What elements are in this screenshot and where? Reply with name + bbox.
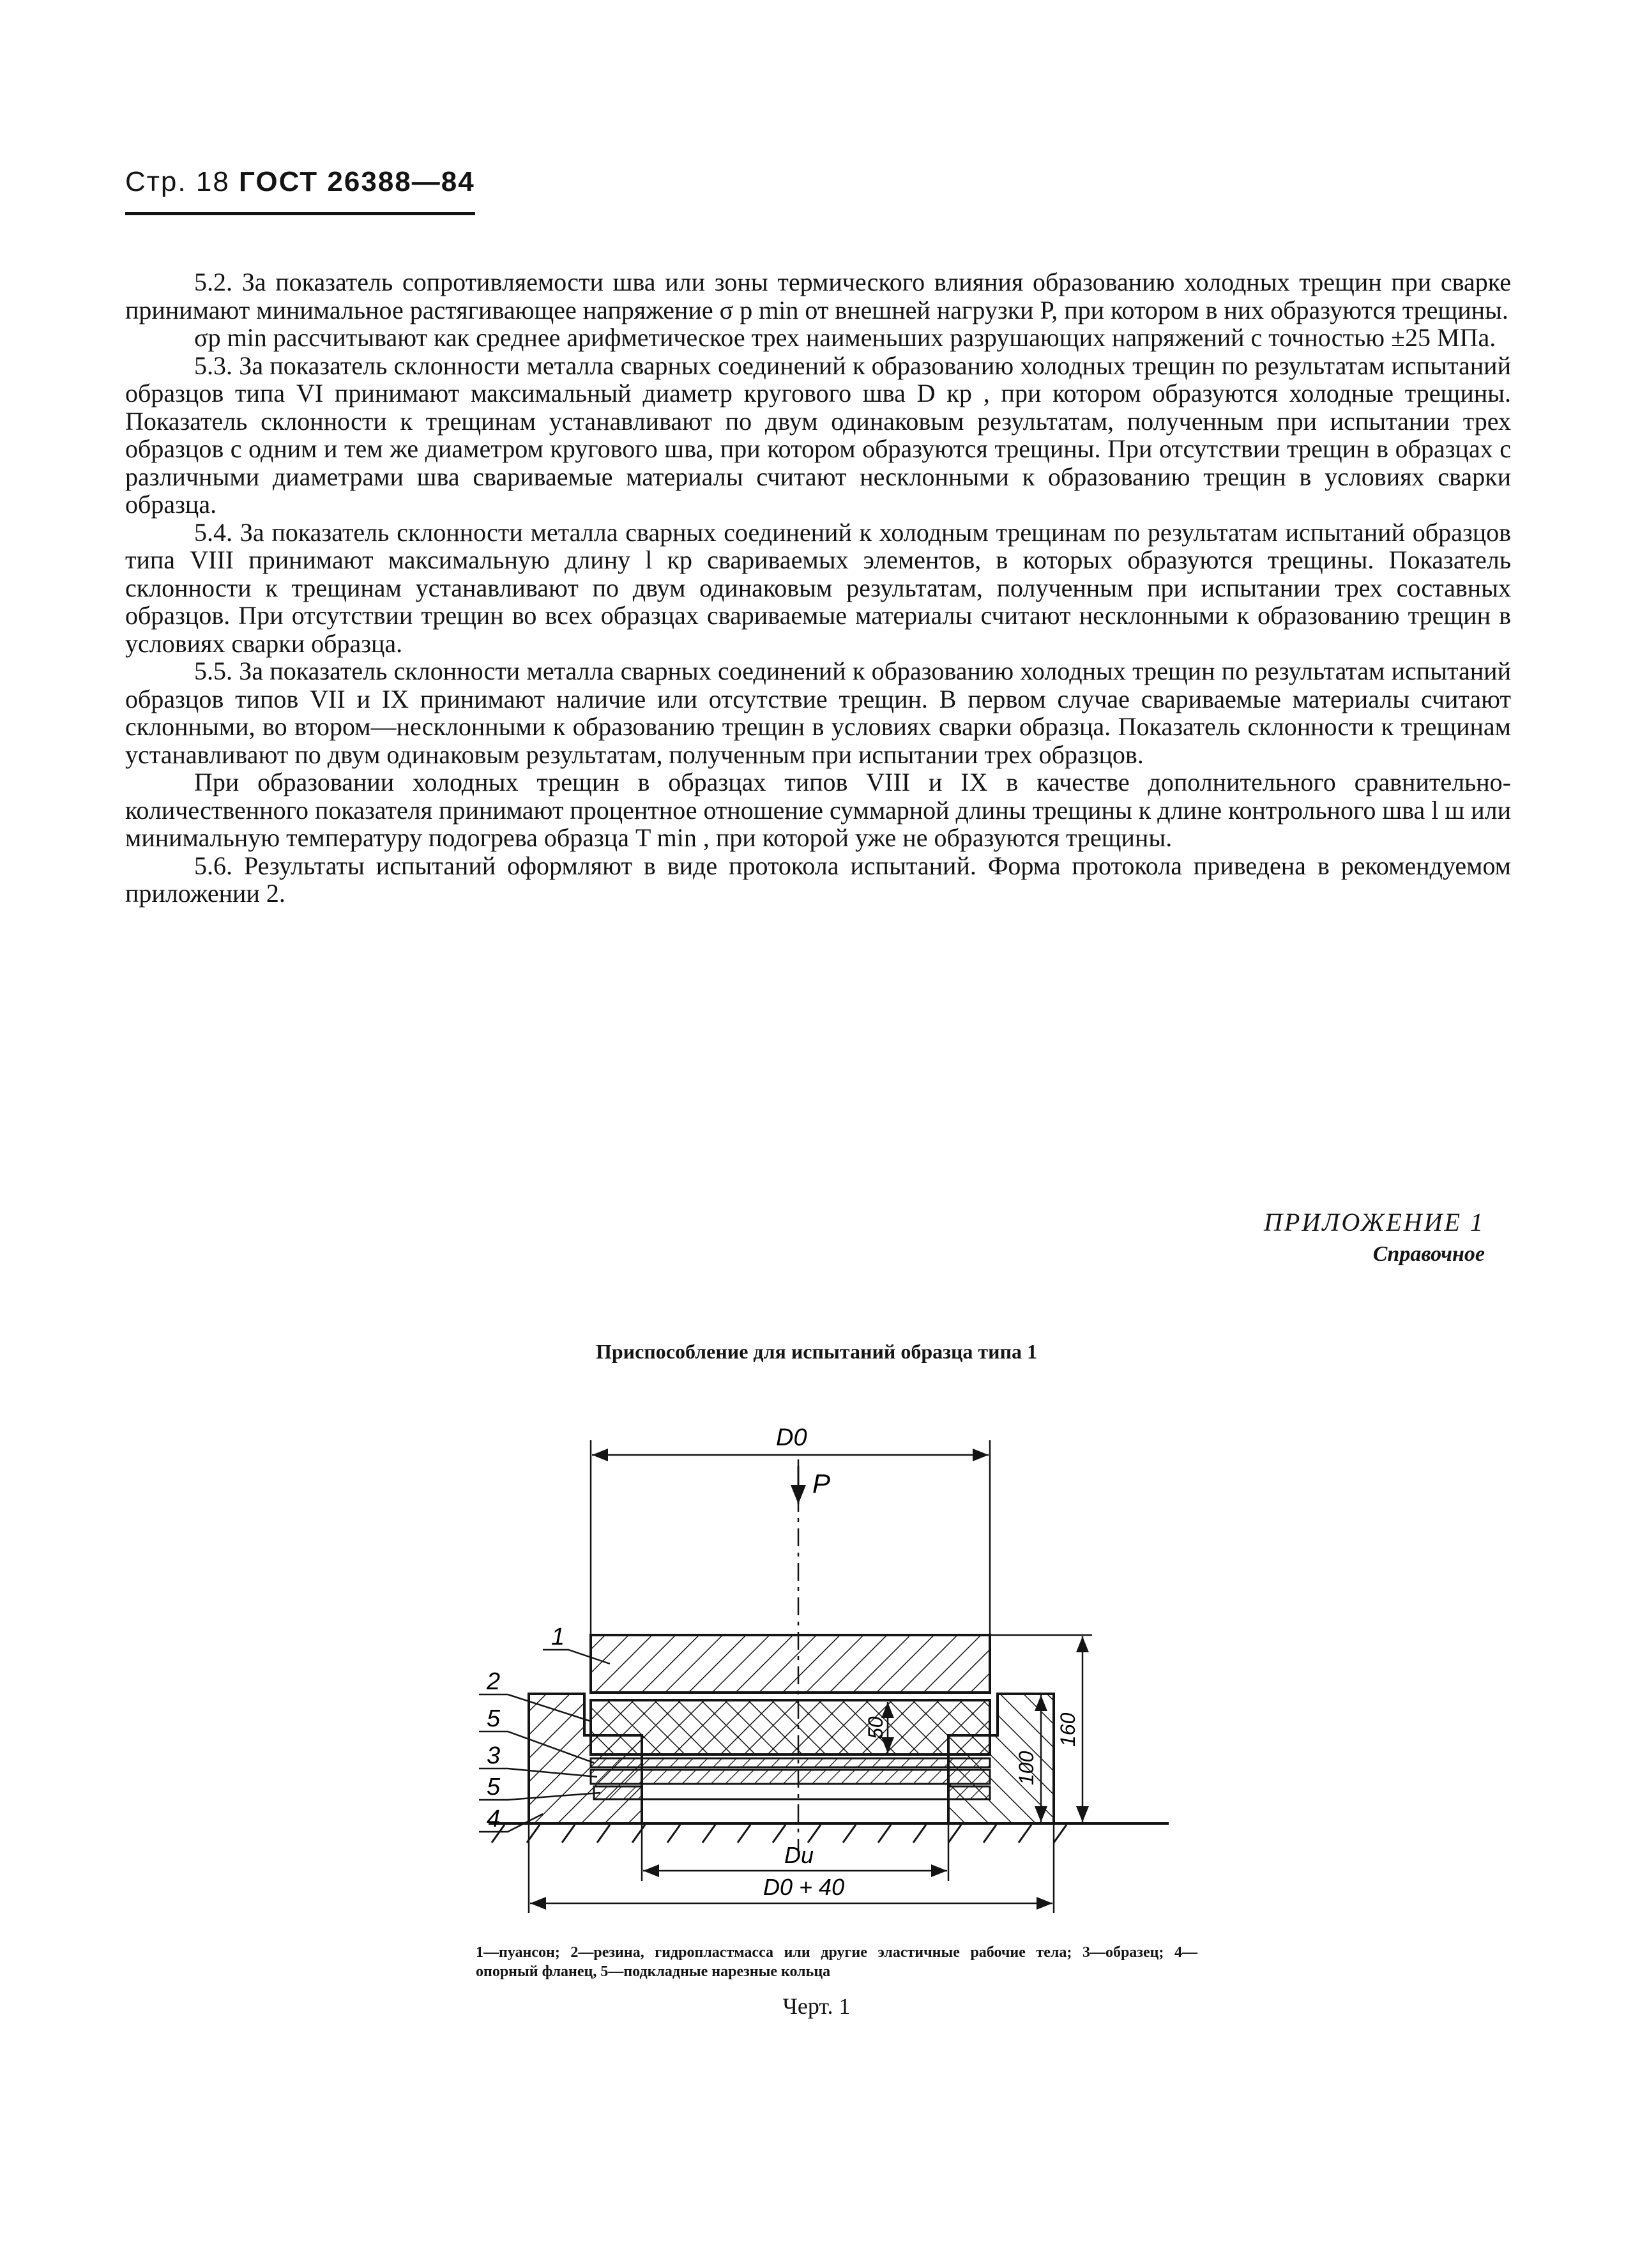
ring-lower-right <box>948 1786 990 1799</box>
paragraph-sigma: σp min рассчитывают как среднее арифметическое трех наименьших разрушающих напряжений с точностью ±25 МПа. <box>194 323 1496 352</box>
fixture-drawing <box>479 1408 1213 1919</box>
page-number: Стр. 18 <box>125 166 230 197</box>
paragraph-5-2: 5.2. За показатель сопротивляемости шва или зоны термического влияния образованию холодных трещин при сварке принимают минимальное растягивающее напряжение σ p min от внешней нагрузки P, при котором в них образуются трещины. <box>125 268 1511 324</box>
figure-caption: 1—пуансон; 2—резина, гидропластмасса или другие эластичные рабочие тела; 3—образец; 4—опорный фланец, 5—подкладные нарезные кольца <box>476 1944 1197 1980</box>
pos-label-2: 2 <box>487 1668 501 1695</box>
du-label: Dи <box>784 1842 814 1868</box>
d040-label: D0 + 40 <box>763 1874 845 1900</box>
appendix-heading <box>1264 1207 1485 1267</box>
rubber-crosshatch <box>591 1700 990 1754</box>
paragraph-5-4: 5.4. За показатель склонности металла сварных соединений к холодным трещинам по результатам испытаний образцов типа VIII принимают максимальную длину l кр свариваемых элементов, в которых образуются трещины. Показатель склонности к трещинам устанавливают по двум одинаковым результатам, полученным при испытании трех составных образцов. При отсутствии трещин во всех образцах свариваемые материалы считают несклонными к образованию трещин в условиях сварки образца. <box>125 517 1511 658</box>
punch <box>591 1635 990 1693</box>
pos-label-1: 1 <box>551 1624 565 1650</box>
ring-upper <box>591 1758 990 1767</box>
paragraph-5-3: 5.3. За показатель склонности металла сварных соединений к образованию холодных трещин по результатам испытаний образцов типа VI принимают максимальный диаметр кругового шва D кр , при котором образуются холодные трещины. Показатель склонности к трещинам устанавливают по двум одинаковым результатам, полученным при испытании трех образцов с одним и тем же диаметром кругового шва, при котором образуются трещины. При отсутствии трещин в образцах с различными диаметрами шва свариваемые материалы считают несклонными к образованию трещин в условиях сварки образца. <box>125 351 1511 519</box>
standard-code: ГОСТ 26388—84 <box>239 166 475 197</box>
dim-50-label: 50 <box>864 1716 887 1739</box>
load-label: P <box>812 1468 831 1498</box>
ring-lower-left <box>594 1786 642 1799</box>
pos-label-4: 4 <box>487 1806 501 1832</box>
pos-label-3: 3 <box>487 1742 501 1769</box>
dim-100-label: 100 <box>1015 1751 1038 1785</box>
paragraph-5-5: 5.5. За показатель склонности металла сварных соединений к образованию холодных трещин по результатам испытаний образцов типов VII и IX принимают наличие или отсутствие трещин. В первом случае свариваемые материалы считают склонными, во втором—несклонными к образованию трещин в условиях сварки образца. Показатель склонности к трещинам устанавливают по двум одинаковым результатам, полученным при испытании трех образцов. <box>125 657 1511 769</box>
figure-number: Черт. 1 <box>782 1993 851 2019</box>
paragraph-5-6: 5.6. Результаты испытаний оформляют в виде протокола испытаний. Форма протокола приведена в рекомендуемом приложении 2. <box>125 851 1511 908</box>
ground-hatch <box>492 1825 1067 1843</box>
figure-title: Приспособление для испытаний образца типа 1 <box>595 1340 1038 1363</box>
pos-label-5b: 5 <box>487 1774 501 1800</box>
appendix-subtitle: Справочное <box>1372 1242 1485 1266</box>
page-header <box>125 166 475 215</box>
specimen <box>591 1770 990 1784</box>
d0-label: D0 <box>776 1424 807 1451</box>
pos-label-5a: 5 <box>487 1705 501 1732</box>
dim-160-label: 160 <box>1056 1712 1079 1747</box>
body-text <box>125 268 1511 908</box>
appendix-title: ПРИЛОЖЕНИЕ 1 <box>1264 1208 1485 1237</box>
paragraph-5-5-extra: При образовании холодных трещин в образцах типов VIII и IX в качестве дополнительного сравнительно-количественного показателя принимают процентное отношение суммарной длины трещины к длине контрольного шва l ш или минимальную температуру подогрева образца T min , при которой уже не образуются трещины. <box>125 768 1511 852</box>
